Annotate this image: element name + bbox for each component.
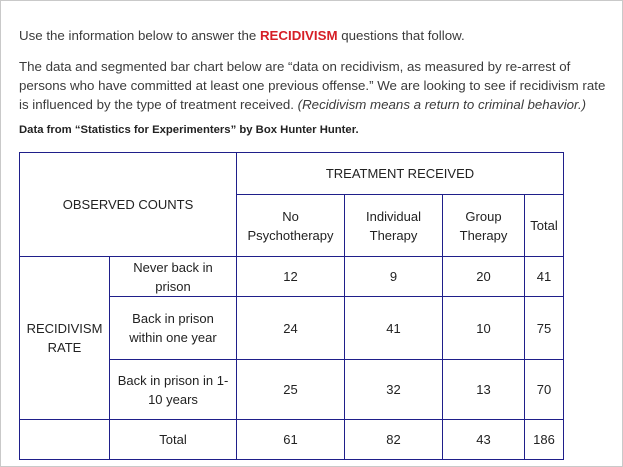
table-cell: 41 <box>525 257 564 297</box>
table-cell: 13 <box>443 360 525 420</box>
treatment-header-cell <box>237 153 564 195</box>
total-cell: 82 <box>345 420 443 460</box>
total-cell: 43 <box>443 420 525 460</box>
table-cell: 12 <box>237 257 345 297</box>
description-note: (Recidivism means a return to criminal behavior.) <box>297 97 587 112</box>
row-group-label: RECIDIVISM RATE <box>20 257 110 420</box>
table-cell: 41 <box>345 297 443 360</box>
table-cell: 75 <box>525 297 564 360</box>
corner-label-cell <box>20 153 237 257</box>
intro-paragraph <box>19 27 609 45</box>
recidivism-keyword: RECIDIVISM <box>259 28 338 43</box>
column-header: No Psychotherapy <box>237 195 345 257</box>
observed-counts-table <box>19 152 564 460</box>
table-cell: 32 <box>345 360 443 420</box>
corner-label: OBSERVED COUNTS <box>62 197 194 212</box>
data-source: Data from “Statistics for Experimenters” by Box Hunter Hunter. <box>19 124 359 136</box>
table-cell: 24 <box>237 297 345 360</box>
table-cell: 25 <box>237 360 345 420</box>
row-label: Back in prison in 1-10 years <box>110 360 237 420</box>
row-label: Never back in prison <box>110 257 237 297</box>
row-label: Back in prison within one year <box>110 297 237 360</box>
table-cell: 10 <box>443 297 525 360</box>
intro-prefix: Use the information below to answer the <box>19 28 260 43</box>
column-header: Group Therapy <box>443 195 525 257</box>
blank-cell <box>20 420 110 460</box>
total-row-label: Total <box>110 420 237 460</box>
table-cell: 9 <box>345 257 443 297</box>
description-paragraph <box>19 57 615 114</box>
table-cell: 70 <box>525 360 564 420</box>
total-cell: 186 <box>525 420 564 460</box>
intro-suffix: questions that follow. <box>337 28 465 43</box>
total-cell: 61 <box>237 420 345 460</box>
description-text: The data and segmented bar chart below are “data on recidivism, as measured by re-arrest of persons who have committed at least one previous offense.” We are looking to see if recidivism rate is influenced by the type of treatment received. <box>19 59 606 112</box>
table-cell: 20 <box>443 257 525 297</box>
column-header: Total <box>525 195 564 257</box>
treatment-header: TREATMENT RECEIVED <box>325 166 475 181</box>
column-header: Individual Therapy <box>345 195 443 257</box>
